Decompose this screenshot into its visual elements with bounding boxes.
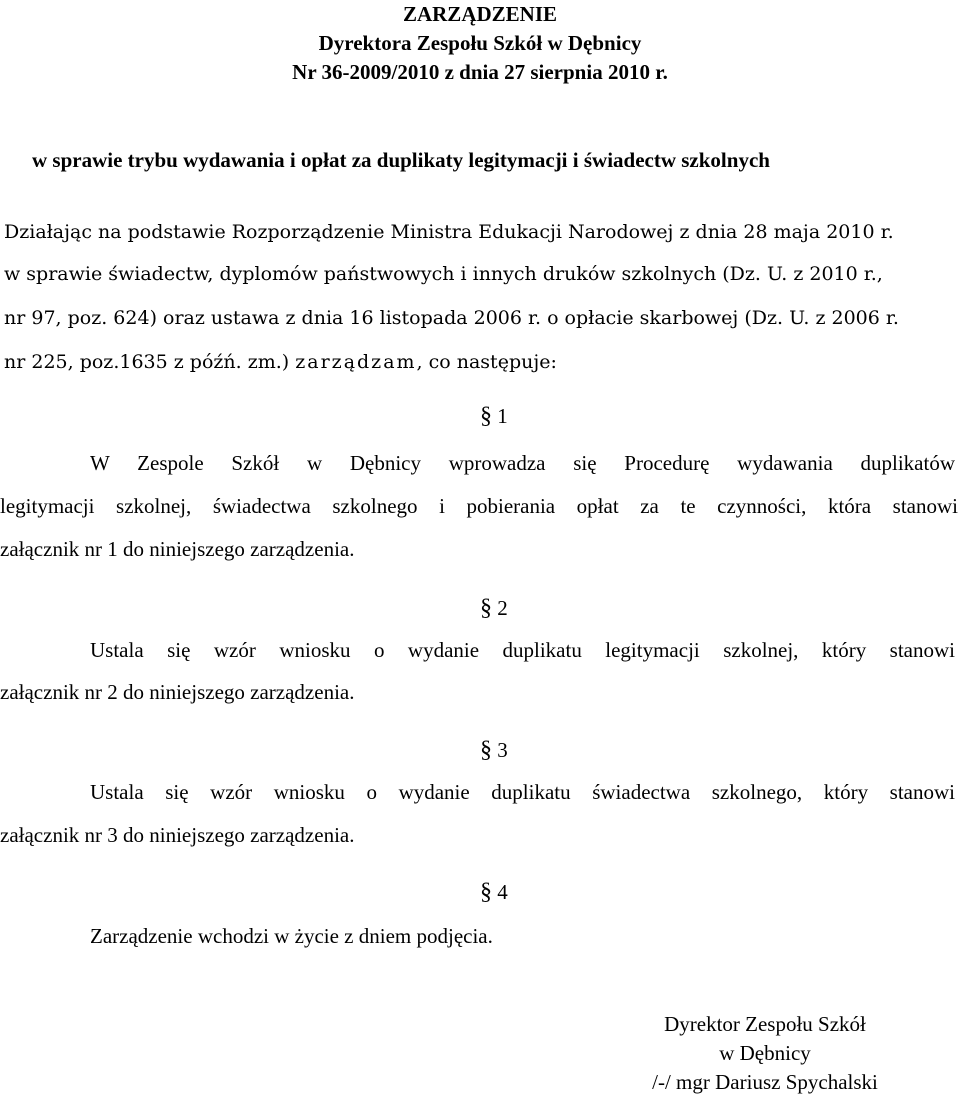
preamble-line-3: nr 97, poz. 624) oraz ustawa z dnia 16 listopada 2006 r. o opłacie skarbowej (Dz. U. z 2006 r. <box>4 307 899 329</box>
section-1-heading <box>480 404 508 428</box>
section-number: 4 <box>497 880 508 904</box>
preamble-keyword: zarządzam <box>295 351 417 373</box>
section-symbol: § <box>480 595 492 621</box>
section-number: 3 <box>497 738 508 762</box>
section-3-line-1: Ustala się wzór wniosku o wydanie duplikatu świadectwa szkolnego, który stanowi <box>90 780 955 804</box>
document-title: ZARZĄDZENIE <box>402 2 558 26</box>
preamble-line-4 <box>4 350 557 374</box>
signature-name: /-/ mgr Dariusz Spychalski <box>652 1070 878 1094</box>
preamble-line-4-start: nr 225, poz.1635 z późń. zm.) <box>4 351 290 373</box>
section-4-heading <box>480 880 508 904</box>
section-symbol: § <box>480 879 492 905</box>
section-symbol: § <box>480 403 492 429</box>
document-number: Nr 36-2009/2010 z dnia 27 sierpnia 2010 r. <box>292 60 668 84</box>
preamble-line-4-end: , co następuje: <box>416 351 557 373</box>
signature-title: Dyrektor Zespołu Szkół <box>664 1012 866 1036</box>
section-1-line-3: załącznik nr 1 do niniejszego zarządzenia. <box>0 537 355 561</box>
section-3-line-2: załącznik nr 3 do niniejszego zarządzenia. <box>0 823 355 847</box>
section-number: 2 <box>497 596 508 620</box>
section-2-line-1: Ustala się wzór wniosku o wydanie duplikatu legitymacji szkolnej, który stanowi <box>90 638 955 662</box>
section-1-line-2: legitymacji szkolnej, świadectwa szkolnego i pobierania opłat za te czynności, która stanowi <box>0 494 958 518</box>
preamble-line-1: Działając na podstawie Rozporządzenie Ministra Edukacji Narodowej z dnia 28 maja 2010 r. <box>4 221 894 243</box>
section-2-heading <box>480 596 508 620</box>
section-2-line-2: załącznik nr 2 do niniejszego zarządzenia. <box>0 680 355 704</box>
document-subject: w sprawie trybu wydawania i opłat za duplikaty legitymacji i świadectw szkolnych <box>32 148 770 172</box>
section-number: 1 <box>497 404 508 428</box>
section-1-line-1: W Zespole Szkół w Dębnicy wprowadza się Procedurę wydawania duplikatów <box>90 451 955 475</box>
section-4-line-1: Zarządzenie wchodzi w życie z dniem podjęcia. <box>90 924 493 948</box>
section-3-heading <box>480 738 508 762</box>
section-symbol: § <box>480 737 492 763</box>
document-issuer: Dyrektora Zespołu Szkół w Dębnicy <box>318 31 642 55</box>
preamble-line-2: w sprawie świadectw, dyplomów państwowych i innych druków szkolnych (Dz. U. z 2010 r., <box>4 263 883 285</box>
signature-location: w Dębnicy <box>719 1041 811 1065</box>
